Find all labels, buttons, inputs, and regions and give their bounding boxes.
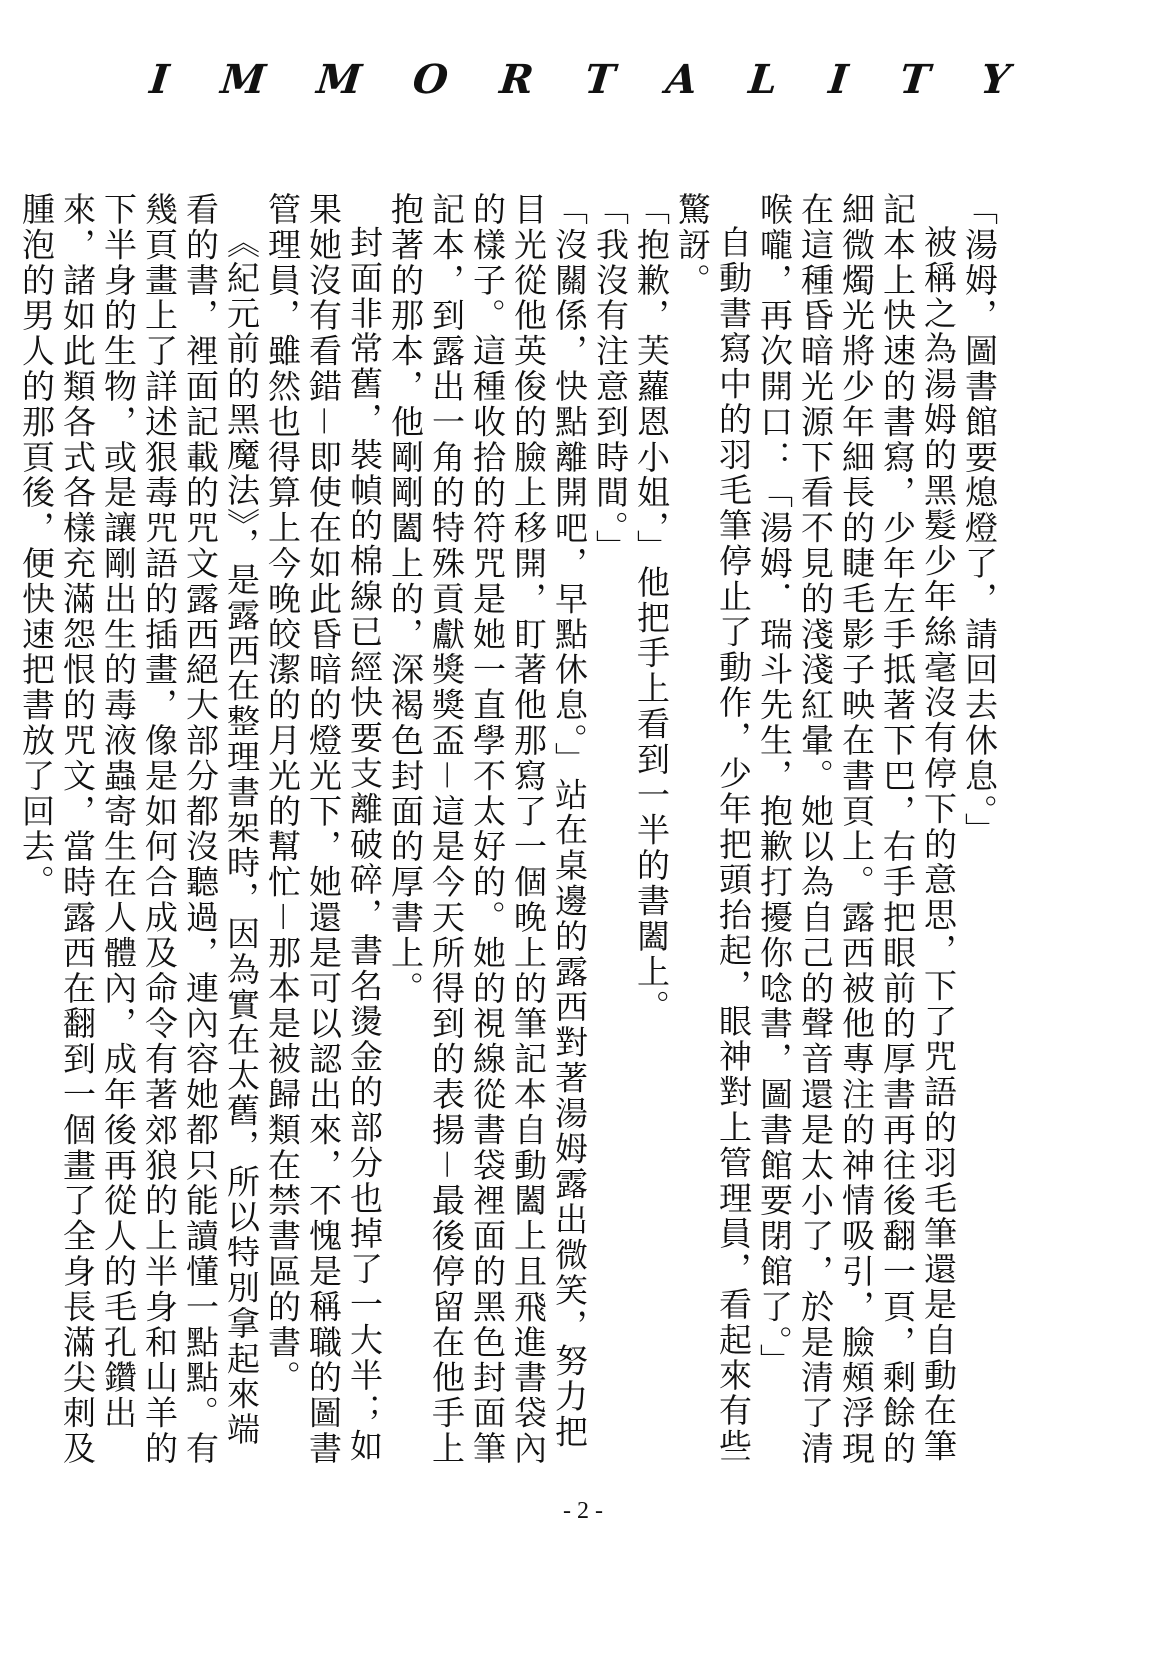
paragraph: 被稱之為湯姆的黑髮少年絲毫沒有停下的意思，下了咒語的羽毛筆還是自動在筆記本上快速的書寫，少年左手抵著下巴，右手把眼前的厚書再往後翻一頁，剩餘的細微燭光將少年細長的睫毛影子映在書頁上。露西被他專注的神情吸引，臉頰浮現在這種昏暗光源下看不見的淺淺紅暈。她以為自己的聲音還是太小了，於是清了清喉嚨，再次開口：「湯姆．瑞斗先生，抱歉打擾你唸書，圖書館要閉館了。」 <box>755 192 958 1467</box>
body-text <box>17 192 1000 1470</box>
header-letter: R <box>497 56 536 103</box>
header-letter: L <box>746 56 780 103</box>
paragraph: 《紀元前的黑魔法》，是露西在整理書架時，因為實在太舊，所以特別拿起來端看的書，裡面記載的咒文露西絕大部分都沒聽過，連內容她都只能讀懂一點點。有幾頁畫上了詳述狠毒咒語的插畫，像是如何合成及命令有著郊狼的上半身和山羊的下半身的生物，或是讓剛出生的毒液蟲寄生在人體內，成年後再從人的毛孔鑽出來，諸如此類各式各樣充滿怨恨的咒文，當時露西在翻到一個畫了全身長滿尖刺及腫泡的男人的那頁後，便快速把書放了回去。 <box>17 192 261 1467</box>
header-letter: I <box>826 56 851 103</box>
page-number: - 2 - <box>563 1498 603 1524</box>
paragraph: 封面非常舊，裝幀的棉線已經快要支離破碎，書名燙金的部分也掉了一大半；如果她沒有看錯－即使在如此昏暗的燈光下，她還是可以認出來，不愧是稱職的圖書管理員，雖然也得算上今晚皎潔的月光的幫忙－那本是被歸類在禁書區的書。 <box>263 192 384 1467</box>
header-letter: I <box>147 56 172 103</box>
paragraph: 自動書寫中的羽毛筆停止了動作，少年把頭抬起，眼神對上管理員，看起來有些驚訝。 <box>673 192 753 1464</box>
paragraph: 「湯姆，圖書館要熄燈了，請回去休息。」 <box>960 192 999 849</box>
header-letter: A <box>663 56 700 103</box>
header-letter: Y <box>978 56 1013 103</box>
paragraph: 「我沒有注意到時間。」 <box>591 192 630 565</box>
header-letter: M <box>218 56 268 103</box>
running-header <box>147 50 1013 110</box>
paragraph: 「沒關係，快點離開吧，早點休息。」站在桌邊的露西對著湯姆露出微笑，努力把目光從他英俊的臉上移開，盯著他那寫了一個晚上的筆記本自動闔上且飛進書袋內的樣子。這種收拾的符咒是她一直學不太好的。她的視線從書袋裡面的黑色封面筆記本，到露出一角的特殊貢獻獎獎盃－這是今天所得到的表揚－最後停留在他手上抱著的那本，他剛剛闔上的，深褐色封面的厚書上。 <box>386 192 589 1467</box>
header-letter: O <box>410 56 451 103</box>
header-letter: T <box>582 56 617 103</box>
header-letter: T <box>897 56 933 103</box>
paragraph: 「抱歉，芙蘿恩小姐，」他把手上看到一半的書闔上。 <box>632 192 671 1026</box>
header-letter: M <box>314 56 364 103</box>
